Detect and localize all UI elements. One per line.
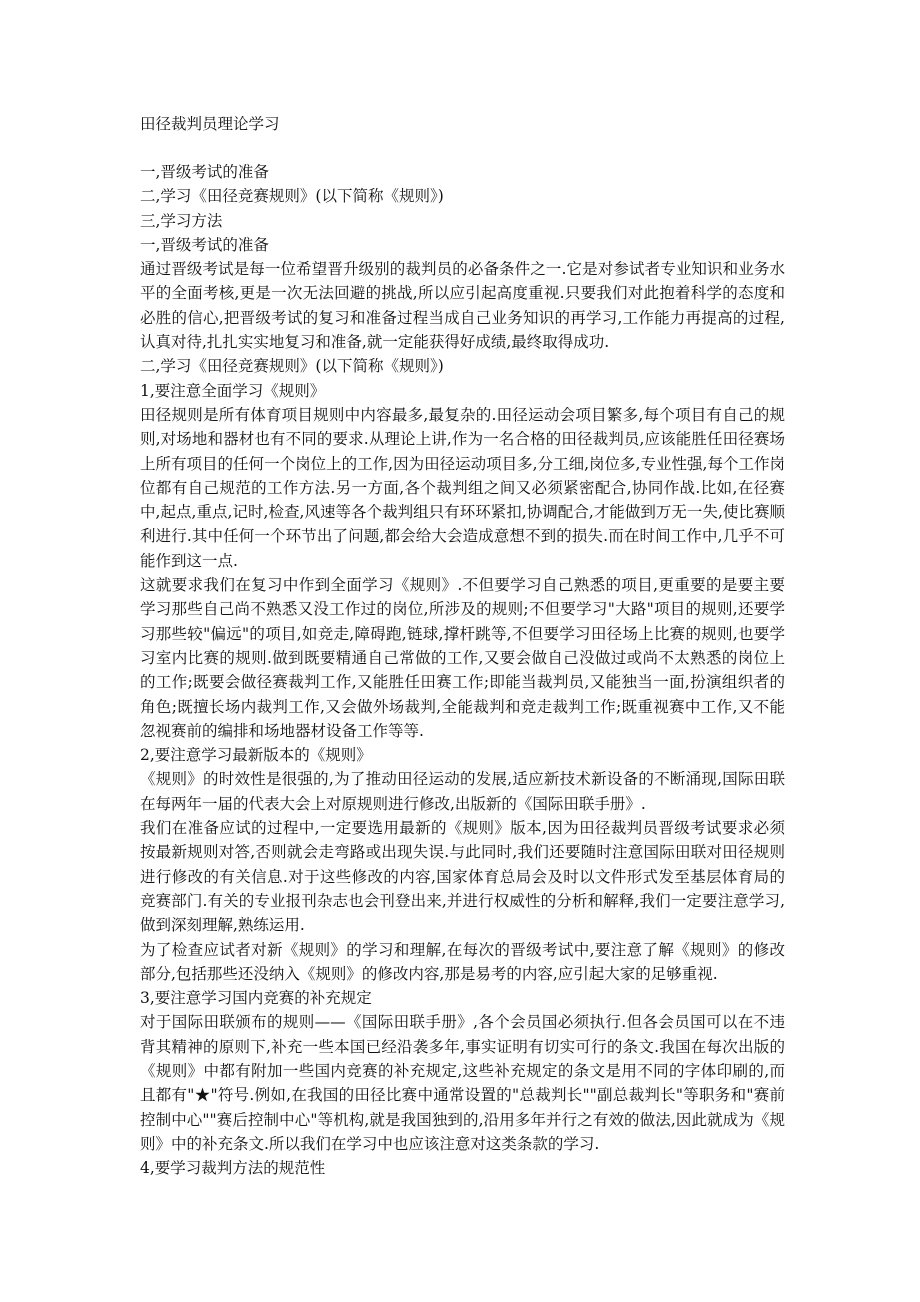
subsection-heading: 2,要注意学习最新版本的《规则》 [140, 746, 372, 765]
paragraph: 《规则》的时效性是很强的,为了推动田径运动的发展,适应新技术新设备的不断涌现,国际田联在每两年一届的代表大会上对原规则进行修改,出版新的《国际田联手册》. [140, 770, 785, 813]
paragraph: 我们在准备应试的过程中,一定要选用最新的《规则》版本,因为田径裁判员晋级考试要求必须按最新规则对答,否则就会走弯路或出现失误.与此同时,我们还要随时注意国际田联对田径规则进行修改的有关信息.对于这些修改的内容,国家体育总局会及时以文件形式发至基层体育局的竞赛部门.有关的专业报刊杂志也会刊登出来,并进行权威性的分析和解释,我们一定要注意学习,做到深刻理解,熟练运用. [140, 819, 785, 935]
subsection-heading: 1,要注意全面学习《规则》 [140, 381, 326, 400]
document-page [140, 112, 785, 1180]
document-title: 田径裁判员理论学习 [140, 115, 280, 133]
subsection-heading: 3,要注意学习国内竞赛的补充规定 [140, 989, 372, 1008]
document-body [140, 233, 785, 1181]
outline-item: 三,学习方法 [140, 211, 223, 230]
subsection-heading: 4,要学习裁判方法的规范性 [140, 1159, 326, 1178]
paragraph: 田径规则是所有体育项目规则中内容最多,最复杂的.田径运动会项目繁多,每个项目有自己的规则,对场地和器材也有不同的要求.从理论上讲,作为一名合格的田径裁判员,应该能胜任田径赛场上所有项目的任何一个岗位上的工作,因为田径运动项目多,分工细,岗位多,专业性强,每个工作岗位都有自己规范的工作方法.另一方面,各个裁判组之间又必须紧密配合,协同作战.比如,在径赛中,起点,重点,记时,检查,风速等各个裁判组只有环环紧扣,协调配合,才能做到万无一失,使比赛顺利进行.其中任何一个环节出了问题,都会给大会造成意想不到的损失.而在时间工作中,几乎不可能作到这一点. [140, 405, 785, 570]
paragraph: 通过晋级考试是每一位希望晋升级别的裁判员的必备条件之一.它是对参试者专业知识和业务水平的全面考核,更是一次无法回避的挑战,所以应引起高度重视.只要我们对此抱着科学的态度和必胜的信心,把晋级考试的复习和准备过程当成自己业务知识的再学习,工作能力再提高的过程,认真对待,扎扎实实地复习和准备,就一定能获得好成绩,最终取得成功. [140, 260, 785, 352]
paragraph: 对于国际田联颁布的规则——《国际田联手册》,各个会员国必须执行.但各会员国可以在不违背其精神的原则下,补充一些本国已经沿袭多年,事实证明有切实可行的条文.我国在每次出版的《规则》中都有附加一些国内竞赛的补充规定,这些补充规定的条文是用不同的字体印刷的,而且都有"★"符号.例如,在我国的田径比赛中通常设置的"总裁判长""副总裁判长"等职务和"赛前控制中心""赛后控制中心"等机构,就是我国独到的,沿用多年并行之有效的做法,因此就成为《规则》中的补充条文.所以我们在学习中也应该注意对这类条款的学习. [140, 1013, 785, 1153]
section-heading: 二,学习《田径竞赛规则》(以下简称《规则》) [140, 357, 444, 376]
paragraph: 为了检查应试者对新《规则》的学习和理解,在每次的晋级考试中,要注意了解《规则》的修改部分,包括那些还没纳入《规则》的修改内容,那是易考的内容,应引起大家的足够重视. [140, 940, 785, 983]
outline-item: 一,晋级考试的准备 [140, 163, 269, 181]
outline [140, 160, 785, 233]
paragraph: 这就要求我们在复习中作到全面学习《规则》.不但要学习自己熟悉的项目,更重要的是要主要学习那些自己尚不熟悉又没工作过的岗位,所涉及的规则;不但要学习"大路"项目的规则,还要学习那些较"偏远"的项目,如竞走,障碍跑,链球,撑杆跳等,不但要学习田径场上比赛的规则,也要学习室内比赛的规则.做到既要精通自己常做的工作,又要会做自己没做过或尚不太熟悉的岗位上的工作;既要会做径赛裁判工作,又能胜任田赛工作;即能当裁判员,又能独当一面,扮演组织者的角色;既擅长场内裁判工作,又会做外场裁判,全能裁判和竞走裁判工作;既重视赛中工作,又不能忽视赛前的编排和场地器材设备工作等等. [140, 576, 785, 740]
outline-item: 二,学习《田径竞赛规则》(以下简称《规则》) [140, 187, 444, 206]
section-heading: 一,晋级考试的准备 [140, 235, 269, 254]
